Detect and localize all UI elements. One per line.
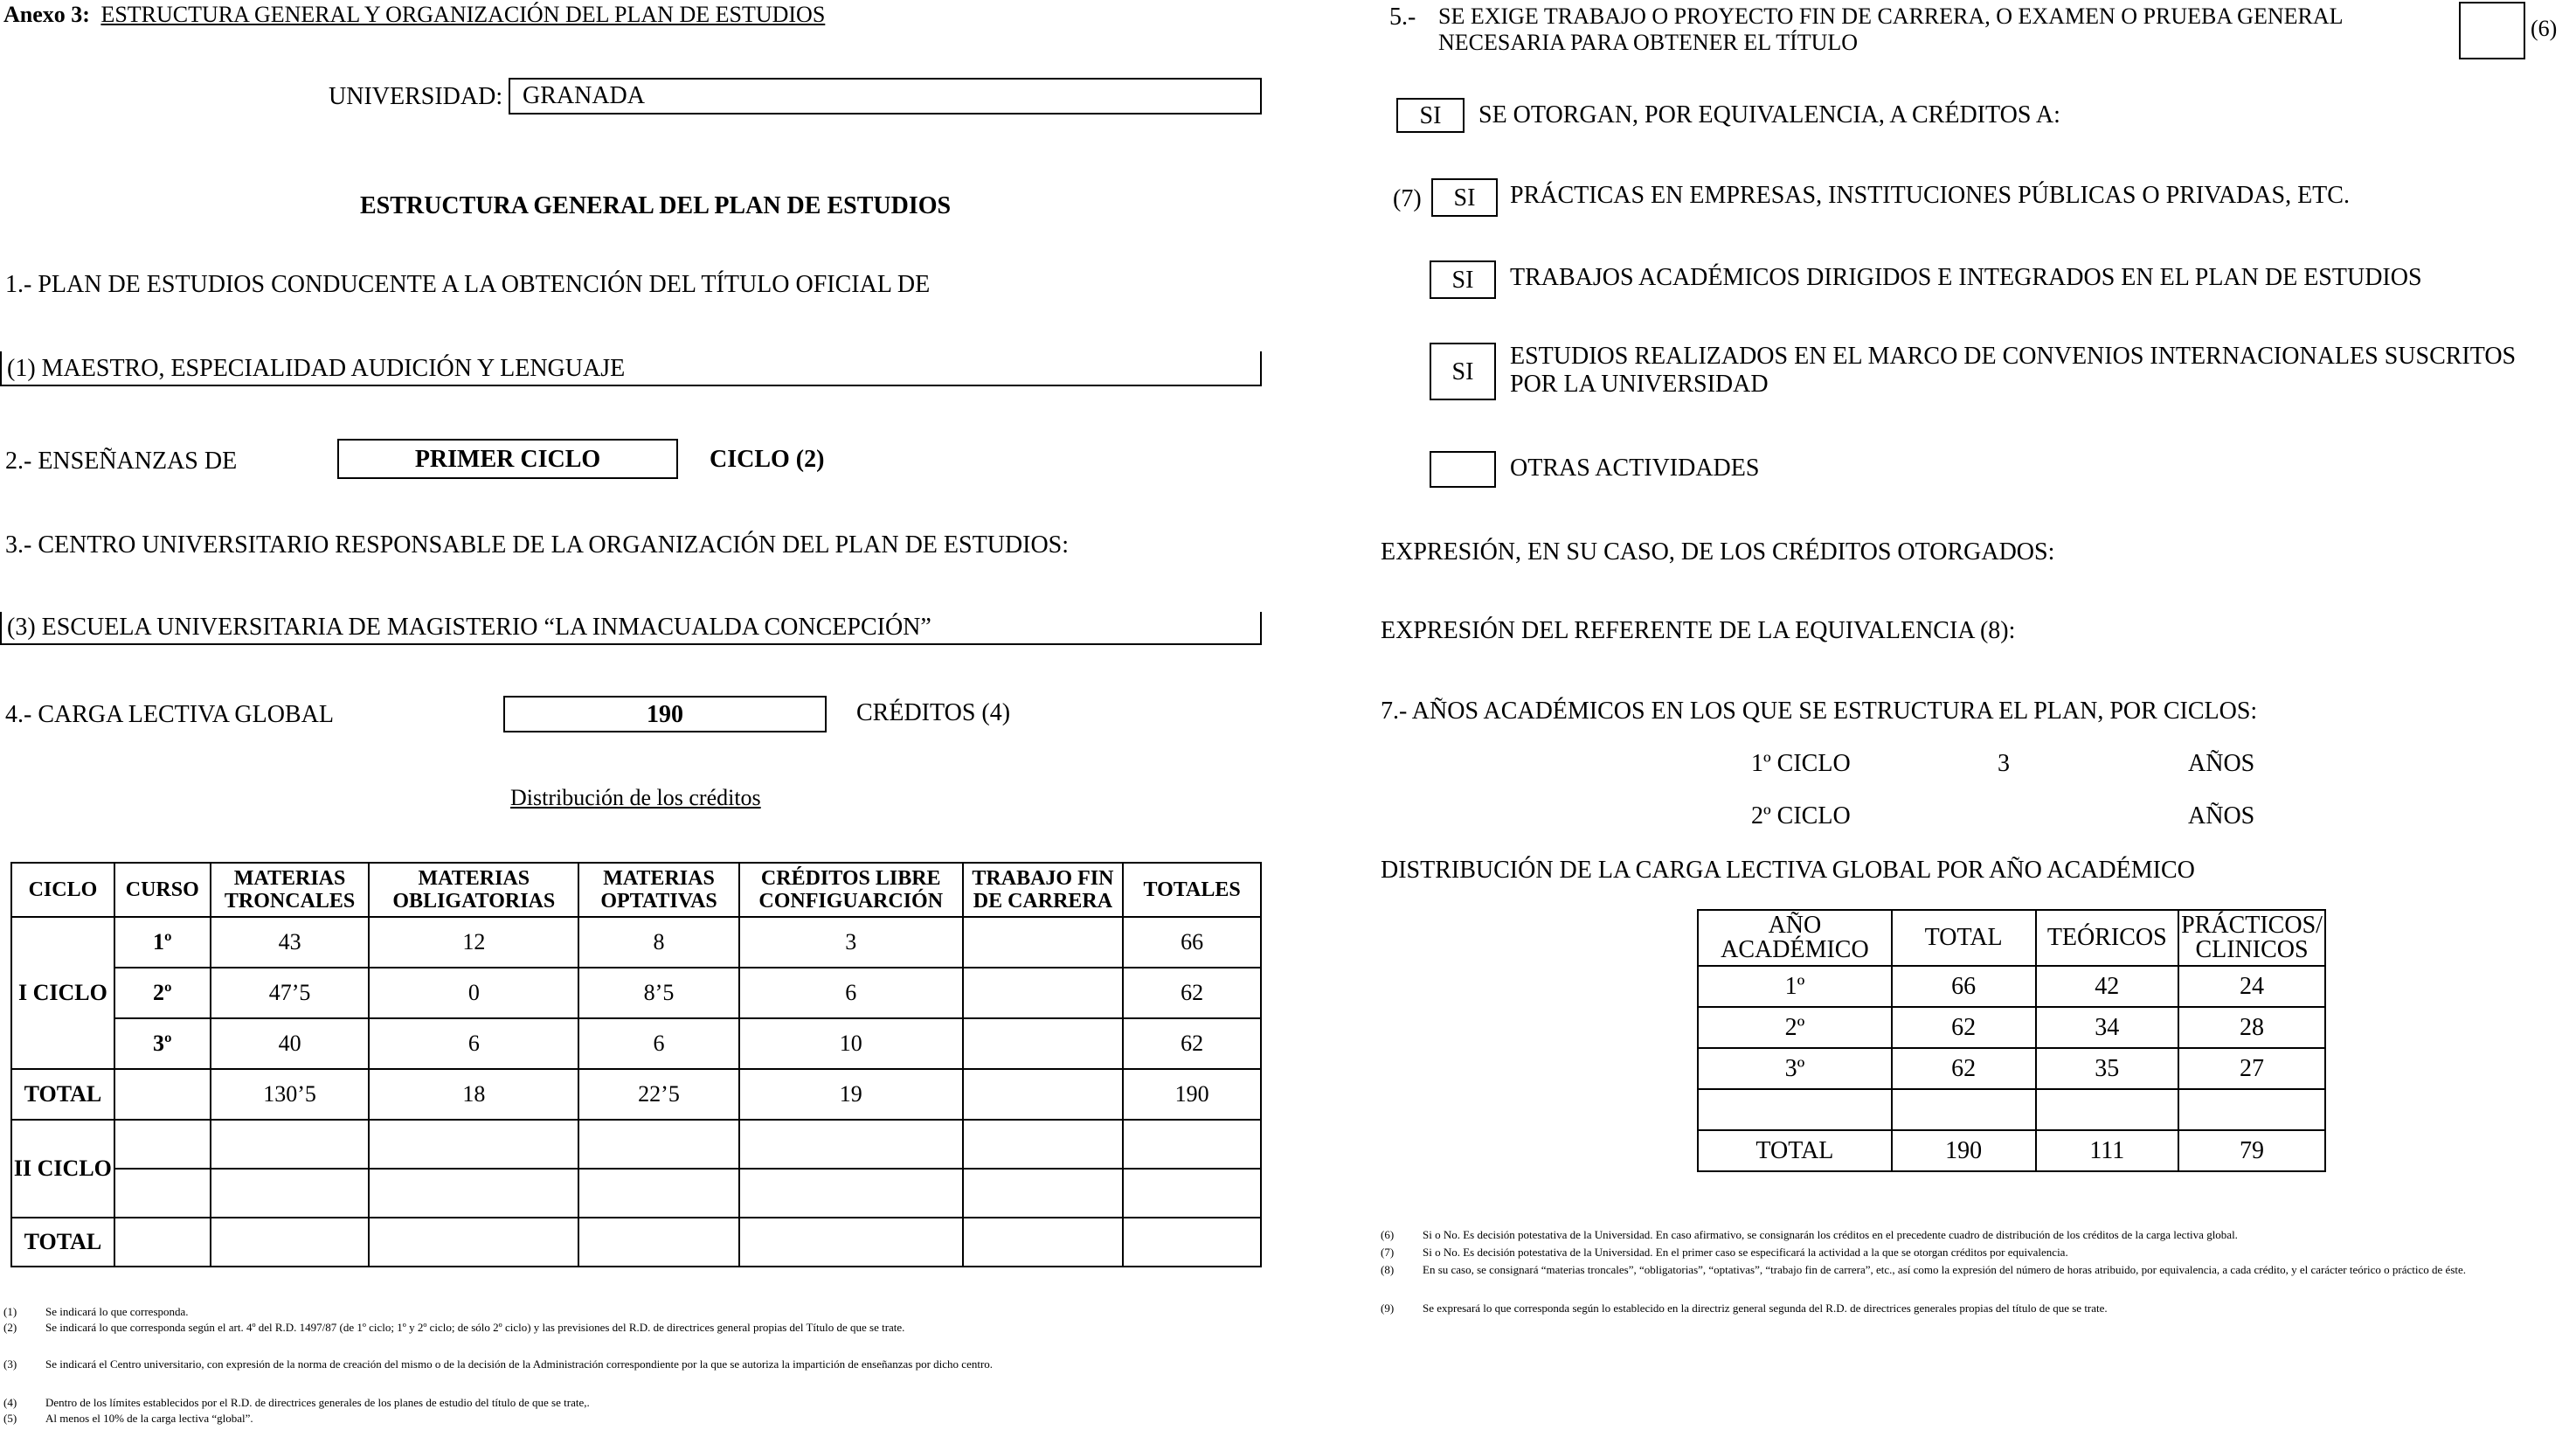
- expression-credits: EXPRESIÓN, EN SU CASO, DE LOS CRÉDITOS OTORGADOS:: [1381, 538, 2055, 566]
- global-load-field: [503, 696, 827, 732]
- otras-label: OTRAS ACTIVIDADES: [1510, 455, 1760, 482]
- cycle-suffix: CICLO (2): [710, 446, 825, 473]
- header-cell: CICLO: [11, 863, 114, 917]
- cycle1-years-unit: AÑOS: [2188, 750, 2255, 777]
- year-cell: 3º: [1698, 1048, 1892, 1089]
- optativas-cell: 8’5: [578, 968, 739, 1018]
- totales-cell: 62: [1123, 1018, 1261, 1069]
- annex-title: ESTRUCTURA GENERAL Y ORGANIZACIÓN DEL PLAN DE ESTUDIOS: [100, 2, 826, 27]
- totales-cell: 62: [1123, 968, 1261, 1018]
- table-row: [11, 968, 1261, 1018]
- total-row: [11, 1218, 1261, 1267]
- table-row: [1698, 1007, 2325, 1048]
- credits-distribution-table: [10, 862, 1262, 1267]
- annex-label: Anexo 3:: [3, 2, 90, 27]
- equivalence-label: SE OTORGAN, POR EQUIVALENCIA, A CRÉDITOS A:: [1478, 101, 2060, 128]
- curso-cell: 2º: [114, 968, 211, 1018]
- obligatorias-total: 18: [369, 1069, 578, 1120]
- obligatorias-cell: 12: [369, 917, 578, 968]
- year-load-table: [1697, 909, 2326, 1172]
- footnote: (2) Se indicará lo que corresponda según el art. 4º del R.D. 1497/87 (de 1º ciclo; 1º y 2º ciclo; de sólo 2º ciclo) y las previsiones del R.D. de directrices general propias del Título de que se trate.: [3, 1321, 905, 1334]
- header-cell: TRABAJO FIN DE CARRERA: [963, 863, 1124, 917]
- libre-total: 19: [739, 1069, 963, 1120]
- totales-cell: 66: [1123, 917, 1261, 968]
- main-heading: ESTRUCTURA GENERAL DEL PLAN DE ESTUDIOS: [360, 192, 952, 219]
- section5-box: [2459, 2, 2525, 59]
- trabajo-total: [963, 1069, 1124, 1120]
- table-row: [11, 917, 1261, 968]
- distribution-title: Distribución de los créditos: [510, 785, 761, 810]
- teoricos-cell: 42: [2036, 966, 2179, 1007]
- footnote: (5) Al menos el 10% de la carga lectiva “global”.: [3, 1412, 253, 1425]
- degree-field: [0, 351, 1262, 386]
- cycle1-label: I CICLO: [11, 917, 114, 1069]
- teoricos-total: 111: [2036, 1130, 2179, 1171]
- troncales-total: 130’5: [211, 1069, 370, 1120]
- total-cell: 66: [1892, 966, 2036, 1007]
- empty-cell: [114, 1069, 211, 1120]
- header-cell: CRÉDITOS LIBRE CONFIGUARCIÓN: [739, 863, 963, 917]
- header-cell: PRÁCTICOS/ CLINICOS: [2178, 910, 2325, 966]
- global-load-value: 190: [647, 701, 683, 728]
- total-row: [11, 1069, 1261, 1120]
- curso-cell: 3º: [114, 1018, 211, 1069]
- footnote: (3) Se indicará el Centro universitario, con expresión de la norma de creación del mismo o de la decisión de la Administración correspondiente por la que se autoriza la impartición de enseñanzas por dicho centro.: [3, 1357, 994, 1371]
- total-cell: 62: [1892, 1007, 2036, 1048]
- cycle2-label: II CICLO: [11, 1120, 114, 1218]
- teaching-cycle-field: [337, 439, 678, 479]
- teoricos-cell: 35: [2036, 1048, 2179, 1089]
- trabajos-box: SI: [1430, 260, 1496, 299]
- footnote-ref-7: (7): [1393, 185, 1422, 212]
- header-cell: MATERIAS OBLIGATORIAS: [369, 863, 578, 917]
- section4-label: 4.- CARGA LECTIVA GLOBAL: [5, 701, 334, 728]
- annex-header: [3, 2, 825, 28]
- total-label: TOTAL: [1698, 1130, 1892, 1171]
- table-row: [1698, 1089, 2325, 1130]
- troncales-cell: 43: [211, 917, 370, 968]
- section1-label: 1.- PLAN DE ESTUDIOS CONDUCENTE A LA OBTENCIÓN DEL TÍTULO OFICIAL DE: [5, 271, 931, 298]
- total-cell: 62: [1892, 1048, 2036, 1089]
- troncales-cell: 47’5: [211, 968, 370, 1018]
- footnote: (6) Si o No. Es decisión potestativa de la Universidad. En caso afirmativo, se consignarán los créditos en el precedente cuadro de distribución de los créditos de la carga lectiva global.: [1381, 1228, 2238, 1241]
- header-cell: TOTAL: [1892, 910, 2036, 966]
- header-cell: TEÓRICOS: [2036, 910, 2179, 966]
- table-row: [11, 1120, 1261, 1169]
- expression-reference: EXPRESIÓN DEL REFERENTE DE LA EQUIVALENCIA (8):: [1381, 617, 2016, 644]
- estudios-box: SI: [1430, 343, 1496, 400]
- practicas-box: SI: [1431, 178, 1498, 217]
- cycle1-years-value: 3: [1998, 750, 2010, 777]
- total-cell: 190: [1892, 1130, 2036, 1171]
- year-cell: 2º: [1698, 1007, 1892, 1048]
- libre-cell: 6: [739, 968, 963, 1018]
- table-row: [1698, 966, 2325, 1007]
- practicos-total: 79: [2178, 1130, 2325, 1171]
- center-value: (3) ESCUELA UNIVERSITARIA DE MAGISTERIO “LA INMACUALDA CONCEPCIÓN”: [7, 614, 931, 641]
- obligatorias-cell: 6: [369, 1018, 578, 1069]
- distribution-heading: DISTRIBUCIÓN DE LA CARGA LECTIVA GLOBAL POR AÑO ACADÉMICO: [1381, 857, 2195, 884]
- header-cell: AÑO ACADÉMICO: [1698, 910, 1892, 966]
- university-label: UNIVERSIDAD:: [329, 83, 503, 110]
- cycle2-years-unit: AÑOS: [2188, 802, 2255, 830]
- optativas-cell: 8: [578, 917, 739, 968]
- header-cell: MATERIAS OPTATIVAS: [578, 863, 739, 917]
- libre-cell: 3: [739, 917, 963, 968]
- cycle1-years-label: 1º CICLO: [1751, 750, 1851, 777]
- university-value: GRANADA: [523, 82, 645, 109]
- curso-cell: 1º: [114, 917, 211, 968]
- trabajos-label: TRABAJOS ACADÉMICOS DIRIGIDOS E INTEGRADOS EN EL PLAN DE ESTUDIOS: [1510, 264, 2422, 291]
- header-cell: MATERIAS TRONCALES: [211, 863, 370, 917]
- total-label: TOTAL: [11, 1069, 114, 1120]
- obligatorias-cell: 0: [369, 968, 578, 1018]
- footnote-ref-6: (6): [2531, 16, 2558, 41]
- footnote: (9) Se expresará lo que corresponda según lo establecido en la directriz general segunda del R.D. de directrices generales propias del título de que se trate.: [1381, 1302, 2108, 1315]
- degree-value: (1) MAESTRO, ESPECIALIDAD AUDICIÓN Y LENGUAJE: [7, 355, 626, 382]
- estudios-label: ESTUDIOS REALIZADOS EN EL MARCO DE CONVENIOS INTERNACIONALES SUSCRITOS POR LA UNIVERSIDAD: [1510, 343, 2517, 398]
- table-row: [11, 1169, 1261, 1218]
- total-row: [1698, 1130, 2325, 1171]
- year-cell: 1º: [1698, 966, 1892, 1007]
- footnote: (4) Dentro de los límites establecidos por el R.D. de directrices generales de los planes de estudio del título de que se trate,.: [3, 1396, 590, 1409]
- footnote: (7) Si o No. Es decisión potestativa de la Universidad. En el primer caso se especificará la actividad a la que se otorgan créditos por equivalencia.: [1381, 1246, 2068, 1259]
- header-cell: CURSO: [114, 863, 211, 917]
- teaching-cycle-value: PRIMER CICLO: [414, 446, 601, 473]
- practicas-label: PRÁCTICAS EN EMPRESAS, INSTITUCIONES PÚBLICAS O PRIVADAS, ETC.: [1510, 182, 2350, 209]
- section3-label: 3.- CENTRO UNIVERSITARIO RESPONSABLE DE LA ORGANIZACIÓN DEL PLAN DE ESTUDIOS:: [5, 531, 1070, 559]
- table-header-row: [11, 863, 1261, 917]
- section2-label: 2.- ENSEÑANZAS DE: [5, 448, 238, 475]
- credits-suffix: CRÉDITOS (4): [856, 699, 1011, 726]
- practicos-cell: 28: [2178, 1007, 2325, 1048]
- equivalence-box: SI: [1396, 98, 1465, 133]
- trabajo-cell: [963, 1018, 1124, 1069]
- troncales-cell: 40: [211, 1018, 370, 1069]
- total2-label: TOTAL: [11, 1218, 114, 1267]
- cycle2-years-label: 2º CICLO: [1751, 802, 1851, 830]
- header-cell: TOTALES: [1123, 863, 1261, 917]
- optativas-total: 22’5: [578, 1069, 739, 1120]
- practicos-cell: 24: [2178, 966, 2325, 1007]
- otras-box: [1430, 451, 1496, 488]
- trabajo-cell: [963, 968, 1124, 1018]
- teoricos-cell: 34: [2036, 1007, 2179, 1048]
- center-field: [0, 612, 1262, 645]
- trabajo-cell: [963, 917, 1124, 968]
- table-header-row: [1698, 910, 2325, 966]
- footnote: (1) Se indicará lo que corresponda.: [3, 1305, 189, 1318]
- grand-total: 190: [1123, 1069, 1261, 1120]
- section5-number: 5.-: [1389, 3, 1416, 31]
- university-field: [509, 78, 1262, 115]
- optativas-cell: 6: [578, 1018, 739, 1069]
- practicos-cell: 27: [2178, 1048, 2325, 1089]
- section7-label: 7.- AÑOS ACADÉMICOS EN LOS QUE SE ESTRUCTURA EL PLAN, POR CICLOS:: [1381, 698, 2258, 725]
- table-row: [11, 1018, 1261, 1069]
- table-row: [1698, 1048, 2325, 1089]
- libre-cell: 10: [739, 1018, 963, 1069]
- section5-text: SE EXIGE TRABAJO O PROYECTO FIN DE CARRERA, O EXAMEN O PRUEBA GENERAL NECESARIA PARA OBTENER EL TÍTULO: [1438, 3, 2343, 55]
- footnote: (8) En su caso, se consignará “materias troncales”, “obligatorias”, “optativas”, “trabajo fin de carrera”, etc., así como la expresión del número de horas atribuido, por equivalencia, a cada crédito, y el carácter teórico o práctico de éste.: [1381, 1263, 2467, 1276]
